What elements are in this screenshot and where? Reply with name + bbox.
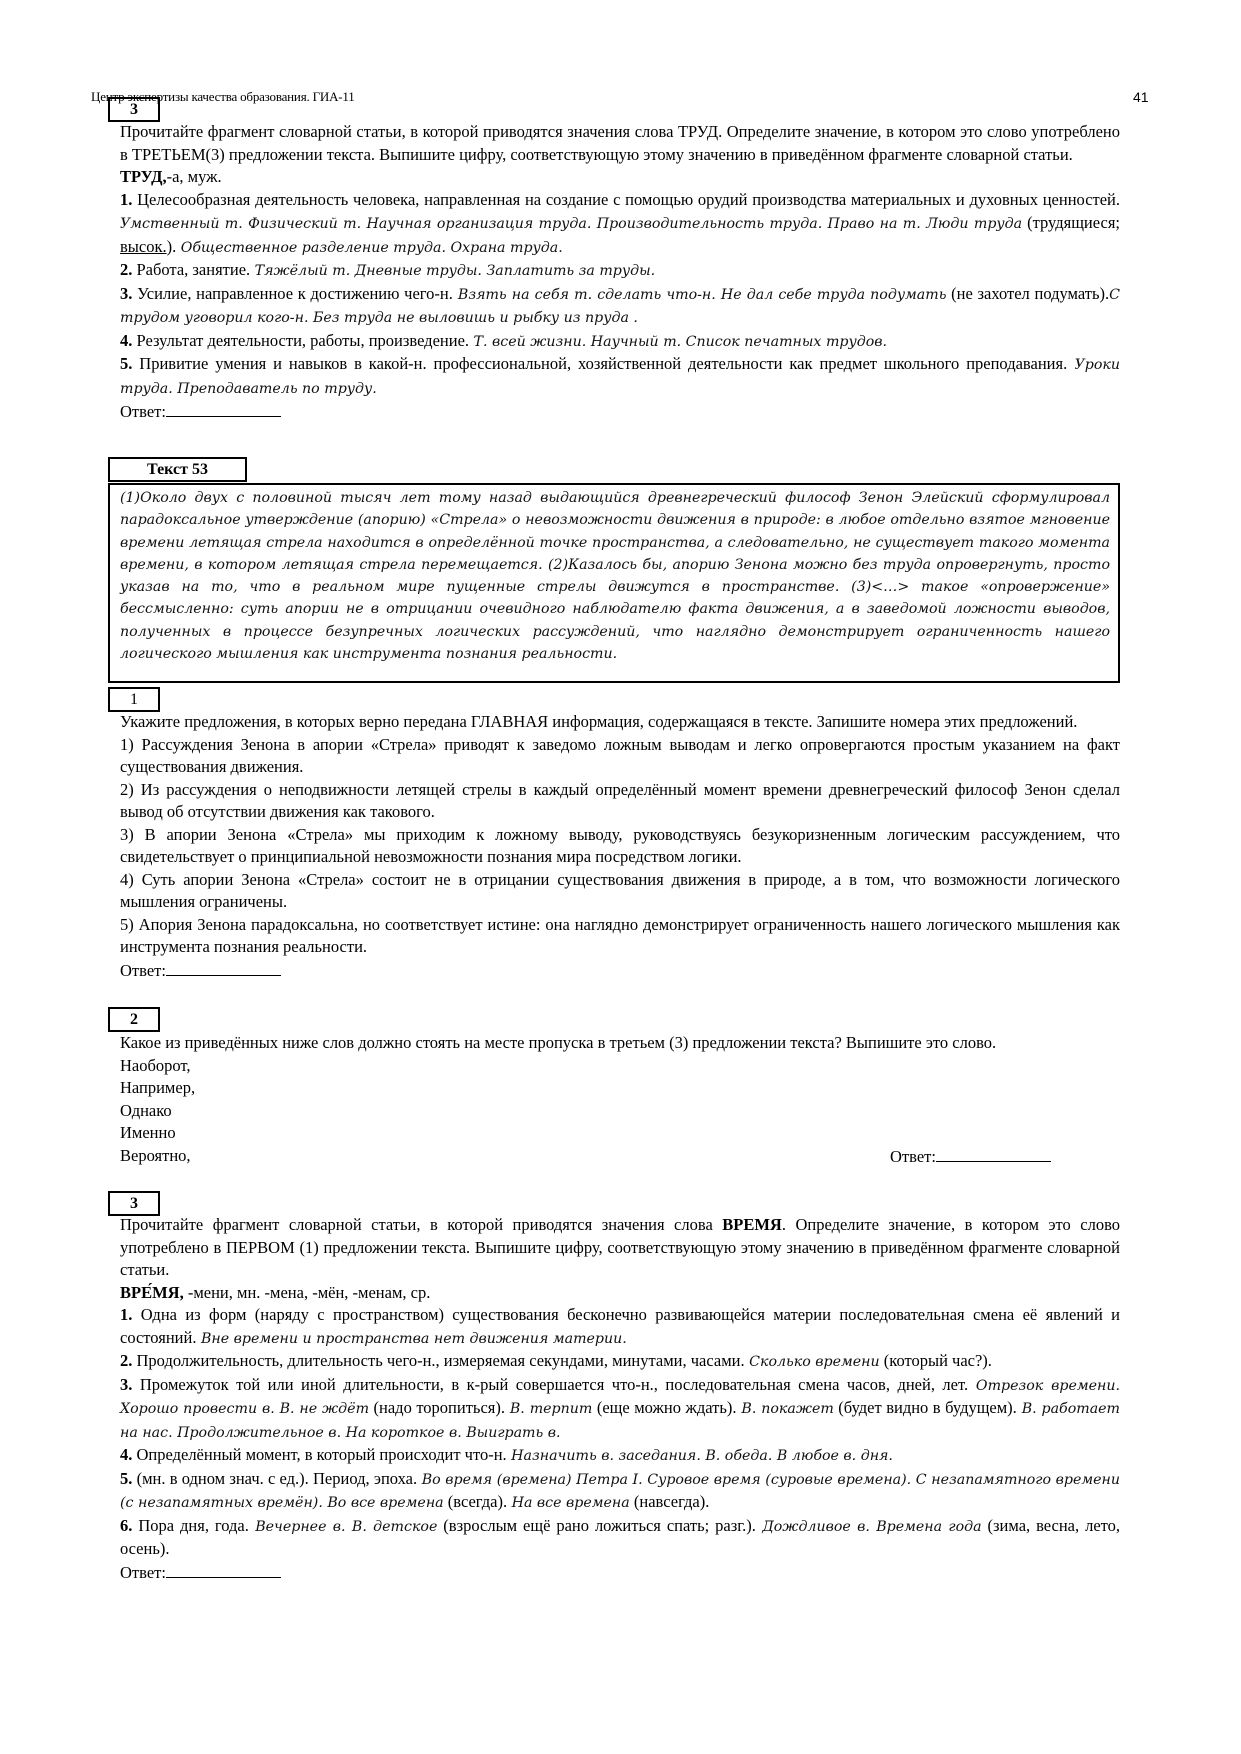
dictionary-headword: ВРЕ́МЯ, -мени, мн. -мена, -мён, -менам, ср. — [120, 1282, 431, 1302]
dictionary-headword: ТРУД,-а, муж. — [120, 167, 222, 186]
answer-line: Ответ: — [890, 1145, 1051, 1169]
task-instruction: Прочитайте фрагмент словарной статьи, в которой приводятся значения слова ТРУД. Определите значение, в котором это слово употреблено в ТРЕТЬЕМ(3) предложении текста. Выпишите цифру, соответствующую этому значению в приведённом фрагменте словарной статьи. — [120, 122, 1120, 164]
option-5: 5) Апория Зенона парадоксальна, но соответствует истине: она наглядно демонстрирует ограниченность нашего логического мышления как инструмента познания реальности. — [120, 914, 1120, 956]
task-instruction: Какое из приведённых ниже слов должно стоять на месте пропуска в третьем (3) предложении текста? Выпишите это слово. — [120, 1033, 997, 1052]
answer-line: Ответ: — [120, 400, 1120, 424]
sense-2: 2. Продолжительность, длительность чего-н., измеряемая секундами, минутами, часами. Сколько времени (который час?). — [120, 1351, 992, 1370]
word-option: Наоборот, — [120, 1055, 191, 1075]
sense-3: 3. Промежуток той или иной длительности, в к-рый совершается что-н., последовательная смена часов, дней, лет. Отрезок времени. Хорошо провести в. В. не ждёт (надо торопиться). В. терпит (еще можно ждать). В. покажет (будет видно в будущем). В. работает на нас. Продолжительное в. На короткое в. Выиграть в. — [120, 1374, 1121, 1441]
answer-field[interactable] — [936, 1145, 1051, 1162]
word-option: Например, — [120, 1078, 196, 1097]
word-option: Именно — [120, 1123, 176, 1142]
sense-6: 6. Пора дня, года. Вечернее в. В. детское (взрослым ещё рано ложиться спать; разг.). Дождливое в. Времена года (зима, весна, лето, осень). — [120, 1515, 1121, 1558]
option-4: 4) Суть апории Зенона «Стрела» состоит не в отрицании существования движения в природе, а в том, что возможности логического мышления ограничены. — [120, 869, 1120, 911]
task-instruction: Прочитайте фрагмент словарной статьи, в которой приводятся значения слова ВРЕМЯ. Определите значение, в котором это слово употреблено в ПЕРВОМ (1) предложении текста. Выпишите цифру, соответствующую этому значению в приведённом фрагменте словарной статьи. — [120, 1215, 1121, 1279]
source-text-box: (1)Около двух с половиной тысяч лет тому назад выдающийся древнегреческий философ Зенон Элейский сформулировал парадоксальное утверждение (апорию) «Стрела» о невозможности движения в природе: в любое отдельно взятое мгновение времени летящая стрела находится в определённой точке пространства, а следовательно, не существует такого момента времени, в котором летящая стрела перемещается. (2)Казалось бы, апорию Зенона можно без труда опровергнуть, просто указав на то, что в реальном мире пущенные стрелы движутся в пространстве. (3)<…> такое «опровержение» бессмысленно: суть апории не в отрицании очевидного наблюдателю факта движения, а в заведомой ложности выводов, полученных в процессе безупречных логических рассуждений, что наглядно демонстрирует ограниченность нашего логического мышления как инструмента познания реальности. — [108, 483, 1120, 683]
task-2 — [120, 1032, 1120, 1167]
option-1: 1) Рассуждения Зенона в апории «Стрела» приводят к заведомо ложным выводам и легко опровергаются простым указанием на факт существования движения. — [120, 734, 1120, 776]
word-option: Однако — [120, 1100, 172, 1120]
task-number-box: 1 — [108, 687, 160, 712]
sense-4: 4. Результат деятельности, работы, произведение. Т. всей жизни. Научный т. Список печатных трудов. — [120, 330, 888, 350]
sense-3: 3. Усилие, направленное к достижению чего-н. Взять на себя т. сделать что-н. Не дал себе труда подумать (не захотел подумать).С трудом уговорил кого-н. Без труда не выловишь и рыбку из пруда . — [120, 283, 1120, 326]
answer-line: Ответ: — [120, 1561, 1120, 1585]
task-number-box: 3 — [108, 1191, 160, 1216]
answer-line: Ответ: — [120, 959, 1120, 983]
option-2: 2) Из рассуждения о неподвижности летящей стрелы в каждый определённый момент времени древнегреческий философ Зенон сделал вывод об отсутствии движения как такового. — [120, 779, 1120, 821]
task-number-box: 3 — [108, 97, 160, 122]
task-1 — [120, 711, 1120, 982]
answer-field[interactable] — [166, 1561, 281, 1578]
sense-1: 1. Целесообразная деятельность человека, направленная на создание с помощью орудий производства материальных и духовных ценностей. Умственный т. Физический т. Научная организация труда. Производительность труда. Право на т. Люди труда (трудящиеся; высок.). Общественное разделение труда. Охрана труда. — [120, 189, 1121, 256]
sense-2: 2. Работа, занятие. Тяжёлый т. Дневные труды. Заплатить за труды. — [120, 260, 656, 279]
option-3: 3) В апории Зенона «Стрела» мы приходим к ложному выводу, руководствуясь безукоризненным логическим рассуждением, что свидетельствует о принципиальной невозможности познания мира посредством логики. — [120, 824, 1120, 866]
sense-5: 5. Привитие умения и навыков в какой-н. профессиональной, хозяйственной деятельности как предмет школьного преподавания. Уроки труда. Преподаватель по труду. — [120, 354, 1120, 397]
sense-5: 5. (мн. в одном знач. с ед.). Период, эпоха. Во время (времена) Петра I. Суровое время (суровые времена). С незапамятного времени (с незапамятных времён). Во все времена (всегда). На все времена (навсегда). — [120, 1468, 1120, 1511]
task-3-trud — [120, 121, 1120, 424]
task-number-box: 2 — [108, 1007, 160, 1032]
task-instruction: Укажите предложения, в которых верно передана ГЛАВНАЯ информация, содержащаяся в тексте. Запишите номера этих предложений. — [120, 712, 1078, 731]
task-3-vremya — [120, 1214, 1120, 1584]
answer-field[interactable] — [166, 400, 281, 417]
page-number: 41 — [1133, 89, 1149, 105]
answer-field[interactable] — [166, 959, 281, 976]
document-header: Центр экспертизы качества образования. ГИА-11 — [91, 89, 355, 104]
text-title-box: Текст 53 — [108, 457, 247, 482]
sense-1: 1. Одна из форм (наряду с пространством) существования бесконечно развивающейся материи последовательная смена её явлений и состояний. Вне времени и пространства нет движения материи. — [120, 1305, 1120, 1347]
sense-4: 4. Определённый момент, в который происходит что-н. Назначить в. заседания. В. обеда. В любое в. дня. — [120, 1445, 893, 1464]
word-option: Вероятно, Ответ: — [120, 1145, 1120, 1168]
